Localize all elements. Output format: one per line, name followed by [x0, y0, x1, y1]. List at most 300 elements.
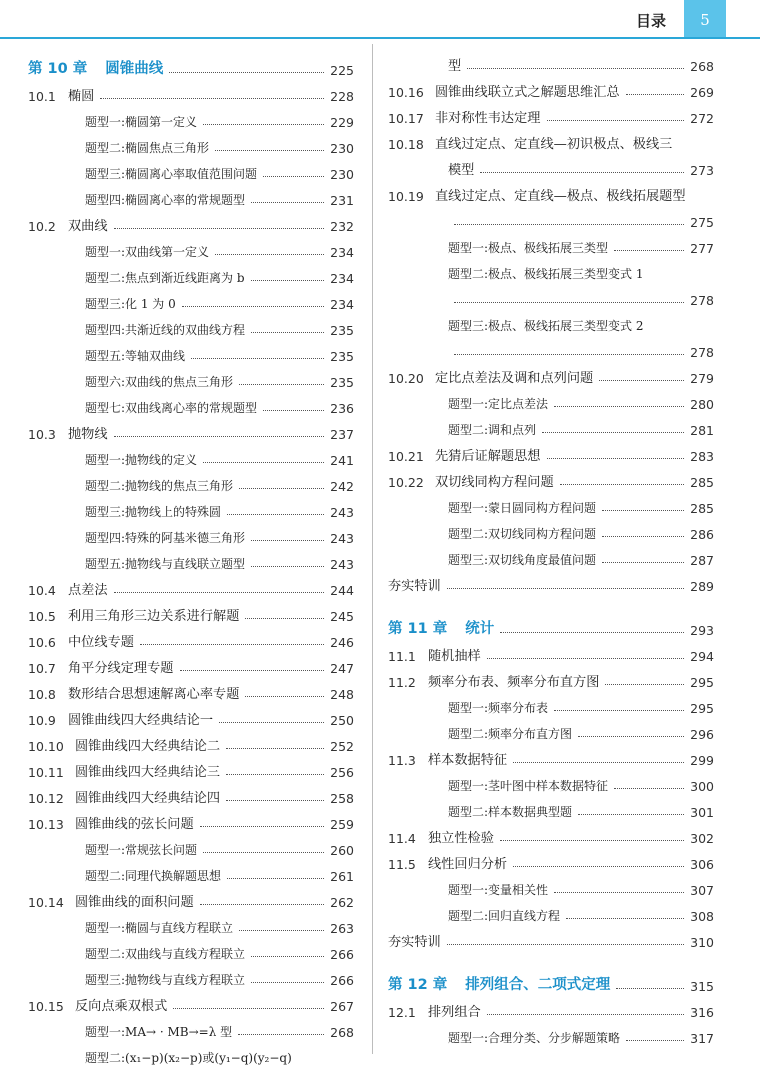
entry-title: 题型二:抛物线的焦点三角形: [85, 479, 234, 493]
entry-title: 题型一:定比点差法: [448, 397, 549, 411]
entry-title: 圆锥曲线四大经典结论四: [75, 791, 221, 806]
section-number: 11.2: [388, 675, 416, 690]
leader-dots: [251, 956, 324, 957]
toc-subentry[interactable]: [388, 542, 714, 568]
toc-subentry[interactable]: [28, 832, 354, 858]
leader-dots: [114, 436, 325, 437]
leader-dots: [602, 562, 684, 563]
leader-dots: [263, 176, 324, 177]
entry-title: 题型二:同理代换解题思想: [85, 869, 222, 883]
entry-page: 242: [330, 479, 354, 494]
toc-subentry[interactable]: [388, 490, 714, 516]
entry-page: 234: [330, 297, 354, 312]
leader-dots: [200, 904, 324, 905]
entry-page: 285: [690, 501, 714, 516]
leader-dots: [547, 120, 685, 121]
entry-page: 268: [690, 59, 714, 74]
entry-page: 295: [690, 701, 714, 716]
leader-dots: [191, 358, 324, 359]
entry-title: 题型三:抛物线与直线方程联立: [85, 973, 246, 987]
entry-page: 289: [690, 579, 714, 594]
entry-title: 线性回归分析: [428, 857, 508, 872]
toc-subentry[interactable]: [28, 260, 354, 286]
toc-subentry[interactable]: [28, 364, 354, 390]
section-number: 10.11: [28, 765, 64, 780]
entry-page: 281: [690, 423, 714, 438]
toc-subentry[interactable]: [28, 520, 354, 546]
toc-section-entry[interactable]: [28, 728, 354, 754]
entry-title: 利用三角形三边关系进行解题: [68, 609, 240, 624]
section-number: 10.16: [388, 85, 424, 100]
section-number: 10.15: [28, 999, 64, 1014]
toc-right-entries: [388, 48, 714, 594]
entry-page: 229: [330, 115, 354, 130]
entry-title: 独立性检验: [428, 831, 494, 846]
leader-dots: [239, 384, 324, 385]
leader-dots: [169, 72, 324, 73]
entry-title: 题型一:椭圆与直线方程联立: [85, 921, 234, 935]
entry-page: 268: [330, 1025, 354, 1040]
entry-page: 244: [330, 583, 354, 598]
toc-section-entry[interactable]: [28, 624, 354, 650]
leader-dots: [114, 228, 325, 229]
entry-title: 椭圆: [68, 89, 95, 104]
toc-entry-continuation[interactable]: [388, 334, 714, 360]
leader-dots: [263, 410, 324, 411]
entry-title: 题型四:特殊的阿基米德三角形: [85, 531, 246, 545]
entry-page: 299: [690, 753, 714, 768]
entry-page: 241: [330, 453, 354, 468]
entry-title: 题型一:极点、极线拓展三类型: [448, 241, 609, 255]
leader-dots: [180, 670, 325, 671]
toc-subentry[interactable]: [388, 690, 714, 716]
entry-title: 先猜后证解题思想: [435, 449, 541, 464]
entry-title: 题型二:焦点到渐近线距离为 b: [85, 271, 245, 285]
toc-subentry[interactable]: [388, 1020, 714, 1046]
entry-page: 317: [690, 1031, 714, 1046]
page-number-box: 5: [684, 0, 726, 38]
entry-title: 样本数据特征: [428, 753, 508, 768]
toc-subentry[interactable]: [388, 768, 714, 794]
chapter-11-heading[interactable]: [388, 608, 714, 638]
entry-page: 230: [330, 141, 354, 156]
entry-page: 246: [330, 635, 354, 650]
section-number: 10.4: [28, 583, 56, 598]
section-number: 11.1: [388, 649, 416, 664]
entry-page: 300: [690, 779, 714, 794]
leader-dots: [251, 202, 324, 203]
leader-dots: [547, 458, 685, 459]
toc-section-entry[interactable]: [388, 994, 714, 1020]
leader-dots: [251, 280, 325, 281]
entry-title: 题型三:化 1 为 0: [85, 297, 176, 311]
toc-subentry[interactable]: [28, 962, 354, 988]
entry-page: 316: [690, 1005, 714, 1020]
leader-dots: [140, 644, 324, 645]
entry-title: 题型三:抛物线上的特殊圆: [85, 505, 222, 519]
section-number: 10.8: [28, 687, 56, 702]
entry-title: 题型二:椭圆焦点三角形: [85, 141, 210, 155]
leader-dots: [227, 514, 324, 515]
toc-entry-continuation[interactable]: [388, 152, 714, 178]
page-header: [0, 0, 760, 40]
toc-subentry[interactable]: [388, 386, 714, 412]
toc-subentry[interactable]: [28, 104, 354, 130]
entry-page: 228: [330, 89, 354, 104]
section-number: 10.13: [28, 817, 64, 832]
toc-chapter-12-entries: [388, 994, 714, 1046]
leader-dots: [454, 302, 684, 303]
section-number: 11.5: [388, 857, 416, 872]
section-number: 10.21: [388, 449, 424, 464]
entry-title: 题型二:调和点列: [448, 423, 537, 437]
toc-left-column: [28, 48, 354, 1066]
entry-page: 263: [330, 921, 354, 936]
toc-subentry[interactable]: [388, 256, 714, 282]
toc-subentry[interactable]: [28, 286, 354, 312]
toc-subentry[interactable]: [28, 312, 354, 338]
section-number: 10.14: [28, 895, 64, 910]
section-number: 10.22: [388, 475, 424, 490]
entry-title: 点差法: [68, 583, 108, 598]
leader-dots: [238, 1034, 324, 1035]
chapter-page: 293: [690, 623, 714, 638]
entry-title: 排列组合: [428, 1005, 481, 1020]
leader-dots: [100, 98, 324, 99]
entry-page: 287: [690, 553, 714, 568]
section-number: 10.6: [28, 635, 56, 650]
entry-title: 模型: [448, 163, 475, 178]
leader-dots: [578, 736, 684, 737]
leader-dots: [226, 800, 324, 801]
entry-page: 279: [690, 371, 714, 386]
entry-title: 非对称性韦达定理: [435, 111, 541, 126]
toc-subentry[interactable]: [388, 898, 714, 924]
entry-page: 231: [330, 193, 354, 208]
chapter-10-heading[interactable]: [28, 48, 354, 78]
entry-page: 232: [330, 219, 354, 234]
leader-dots: [626, 1040, 684, 1041]
entry-page: 234: [330, 245, 354, 260]
leader-dots: [251, 332, 324, 333]
toc-left-entries: [28, 78, 354, 1066]
toc-section-entry[interactable]: [388, 74, 714, 100]
toc-subentry[interactable]: [28, 910, 354, 936]
leader-dots: [605, 684, 684, 685]
section-number: 10.2: [28, 219, 56, 234]
entry-title: 角平分线定理专题: [68, 661, 174, 676]
entry-title: 圆锥曲线的面积问题: [75, 895, 194, 910]
leader-dots: [487, 1014, 684, 1015]
entry-page: 235: [330, 375, 354, 390]
entry-page: 269: [690, 85, 714, 100]
toc-section-entry[interactable]: [28, 884, 354, 910]
leader-dots: [239, 930, 324, 931]
toc-section-entry[interactable]: [28, 416, 354, 442]
entry-page: 272: [690, 111, 714, 126]
toc-subentry[interactable]: [388, 794, 714, 820]
toc-section-entry[interactable]: [28, 780, 354, 806]
leader-dots: [203, 462, 324, 463]
entry-page: 278: [690, 293, 714, 308]
entry-title: 题型一:椭圆第一定义: [85, 115, 198, 129]
entry-page: 302: [690, 831, 714, 846]
toc-subentry[interactable]: [28, 442, 354, 468]
toc-subentry[interactable]: [28, 234, 354, 260]
toc-entry-continuation[interactable]: [388, 204, 714, 230]
leader-dots: [203, 852, 324, 853]
leader-dots: [182, 306, 324, 307]
leader-dots: [447, 944, 684, 945]
entry-title: 反向点乘双根式: [75, 999, 168, 1014]
chapter-number: 第 10 章: [28, 61, 88, 77]
leader-dots: [513, 866, 684, 867]
leader-dots: [454, 354, 684, 355]
entry-page: 266: [330, 947, 354, 962]
toc-section-entry[interactable]: [28, 78, 354, 104]
toc-section-entry[interactable]: [28, 572, 354, 598]
toc-section-entry[interactable]: [28, 702, 354, 728]
toc-subentry[interactable]: [28, 1014, 354, 1040]
toc-section-entry[interactable]: [388, 438, 714, 464]
leader-dots: [626, 94, 685, 95]
entry-title: 题型四:椭圆离心率的常规题型: [85, 193, 246, 207]
entry-title: 双切线同构方程问题: [435, 475, 554, 490]
entry-page: 248: [330, 687, 354, 702]
leader-dots: [454, 224, 684, 225]
toc-section-entry[interactable]: [388, 100, 714, 126]
leader-dots: [599, 380, 684, 381]
toc-section-entry[interactable]: [28, 988, 354, 1014]
leader-dots: [245, 696, 324, 697]
chapter-title: 圆锥曲线: [105, 61, 164, 77]
entry-title: 双曲线: [68, 219, 108, 234]
entry-title: 定比点差法及调和点列问题: [435, 371, 594, 386]
entry-title: 题型二:样本数据典型题: [448, 805, 573, 819]
section-number: 10.20: [388, 371, 424, 386]
toc-subentry[interactable]: [28, 858, 354, 884]
section-number: 10.7: [28, 661, 56, 676]
leader-dots: [203, 124, 324, 125]
entry-title: 题型三:双切线角度最值问题: [448, 553, 597, 567]
toc-entry-exercises[interactable]: [388, 568, 714, 594]
entry-title: 题型一:抛物线的定义: [85, 453, 198, 467]
entry-title: 随机抽样: [428, 649, 481, 664]
header-title: 目录: [635, 12, 666, 30]
entry-title: 题型一:常规弦长问题: [85, 843, 198, 857]
entry-page: 267: [330, 999, 354, 1014]
leader-dots: [251, 540, 324, 541]
toc-subentry[interactable]: [28, 182, 354, 208]
leader-dots: [215, 150, 324, 151]
leader-dots: [614, 250, 684, 251]
entry-title: 夯实特训: [388, 579, 441, 594]
entry-title: 频率分布表、频率分布直方图: [428, 675, 600, 690]
entry-title: 题型二:频率分布直方图: [448, 727, 573, 741]
toc-subentry[interactable]: [28, 936, 354, 962]
toc-subentry[interactable]: [28, 546, 354, 572]
entry-page: 306: [690, 857, 714, 872]
leader-dots: [447, 588, 684, 589]
leader-dots: [226, 748, 324, 749]
leader-dots: [480, 172, 684, 173]
entry-page: 243: [330, 557, 354, 572]
section-number: 10.17: [388, 111, 424, 126]
entry-page: 301: [690, 805, 714, 820]
toc-subentry[interactable]: [28, 468, 354, 494]
entry-title: 题型二:回归直线方程: [448, 909, 561, 923]
entry-page: 273: [690, 163, 714, 178]
entry-page: 250: [330, 713, 354, 728]
toc-subentry[interactable]: [388, 516, 714, 542]
entry-title: 圆锥曲线四大经典结论三: [75, 765, 221, 780]
toc-section-entry[interactable]: [28, 754, 354, 780]
leader-dots: [200, 826, 324, 827]
section-number: 10.12: [28, 791, 64, 806]
entry-page: 266: [330, 973, 354, 988]
leader-dots: [173, 1008, 324, 1009]
column-divider: [372, 44, 373, 1054]
entry-title: 题型二:双曲线与直线方程联立: [85, 947, 246, 961]
toc-subentry[interactable]: [28, 494, 354, 520]
entry-title: 题型四:共渐近线的双曲线方程: [85, 323, 246, 337]
toc-section-entry[interactable]: [28, 676, 354, 702]
chapter-page: 315: [690, 979, 714, 994]
entry-title: 题型二:(x₁−p)(x₂−p)或(y₁−q)(y₂−q): [85, 1051, 292, 1065]
entry-page: 278: [690, 345, 714, 360]
leader-dots: [219, 722, 324, 723]
section-number: 11.3: [388, 753, 416, 768]
toc-subentry[interactable]: [28, 156, 354, 182]
leader-dots: [487, 658, 684, 659]
section-number: 10.1: [28, 89, 56, 104]
leader-dots: [554, 406, 684, 407]
toc-section-entry[interactable]: [388, 742, 714, 768]
toc-section-entry[interactable]: [388, 178, 714, 204]
entry-title: 题型六:双曲线的焦点三角形: [85, 375, 234, 389]
toc-section-entry[interactable]: [388, 126, 714, 152]
entry-title: 题型二:双切线同构方程问题: [448, 527, 597, 541]
entry-page: 243: [330, 531, 354, 546]
entry-title: 题型一:蒙日圆同构方程问题: [448, 501, 597, 515]
entry-page: 259: [330, 817, 354, 832]
toc-section-entry[interactable]: [388, 360, 714, 386]
leader-dots: [602, 510, 684, 511]
leader-dots: [251, 566, 324, 567]
toc-subentry[interactable]: [388, 412, 714, 438]
entry-title: 题型一:合理分类、分步解题策略: [448, 1031, 621, 1045]
entry-page: 310: [690, 935, 714, 950]
entry-page: 307: [690, 883, 714, 898]
entry-page: 275: [690, 215, 714, 230]
leader-dots: [239, 488, 324, 489]
toc-entry-continuation[interactable]: [388, 48, 714, 74]
toc-section-entry[interactable]: [388, 846, 714, 872]
section-number: 12.1: [388, 1005, 416, 1020]
entry-page: 243: [330, 505, 354, 520]
chapter-title: 统计: [465, 621, 495, 637]
section-number: 10.5: [28, 609, 56, 624]
entry-title: 圆锥曲线四大经典结论二: [75, 739, 221, 754]
entry-title: 圆锥曲线的弦长问题: [75, 817, 194, 832]
leader-dots: [500, 840, 684, 841]
entry-page: 261: [330, 869, 354, 884]
entry-page: 286: [690, 527, 714, 542]
toc-subentry[interactable]: [388, 872, 714, 898]
entry-page: 283: [690, 449, 714, 464]
leader-dots: [578, 814, 684, 815]
leader-dots: [542, 432, 684, 433]
chapter-page: 225: [330, 63, 354, 78]
toc-section-entry[interactable]: [28, 806, 354, 832]
toc-subentry[interactable]: [388, 716, 714, 742]
toc-section-entry[interactable]: [388, 820, 714, 846]
leader-dots: [467, 68, 684, 69]
entry-page: 295: [690, 675, 714, 690]
entry-page: 235: [330, 323, 354, 338]
entry-title: 抛物线: [68, 427, 108, 442]
entry-title: 题型一:变量相关性: [448, 883, 549, 897]
entry-title: 中位线专题: [68, 635, 134, 650]
toc-section-entry[interactable]: [388, 664, 714, 690]
toc-subentry[interactable]: [28, 130, 354, 156]
toc-entry-exercises[interactable]: [388, 924, 714, 950]
toc-chapter-11-entries: [388, 638, 714, 950]
leader-dots: [245, 618, 324, 619]
entry-page: 247: [330, 661, 354, 676]
chapter-12-heading[interactable]: [388, 964, 714, 994]
entry-page: 277: [690, 241, 714, 256]
section-number: 10.19: [388, 189, 424, 204]
leader-dots: [215, 254, 324, 255]
entry-page: 236: [330, 401, 354, 416]
entry-page: 294: [690, 649, 714, 664]
entry-page: 237: [330, 427, 354, 442]
entry-page: 262: [330, 895, 354, 910]
toc-section-entry[interactable]: [388, 638, 714, 664]
entry-title: 圆锥曲线四大经典结论一: [68, 713, 214, 728]
leader-dots: [114, 592, 325, 593]
toc-section-entry[interactable]: [388, 464, 714, 490]
toc-subentry[interactable]: [28, 1040, 354, 1066]
entry-title: 型: [448, 59, 462, 74]
entry-page: 296: [690, 727, 714, 742]
entry-title: 题型五:等轴双曲线: [85, 349, 186, 363]
leader-dots: [513, 762, 684, 763]
entry-title: 题型五:抛物线与直线联立题型: [85, 557, 246, 571]
toc-subentry[interactable]: [28, 338, 354, 364]
leader-dots: [226, 774, 324, 775]
entry-title: 直线过定点、定直线—初识极点、极线三: [435, 137, 673, 152]
leader-dots: [616, 988, 684, 989]
entry-title: 直线过定点、定直线—极点、极线拓展题型: [435, 189, 686, 204]
toc-subentry[interactable]: [388, 230, 714, 256]
toc-section-entry[interactable]: [28, 208, 354, 234]
toc-entry-continuation[interactable]: [388, 282, 714, 308]
entry-page: 258: [330, 791, 354, 806]
section-number: 10.3: [28, 427, 56, 442]
entry-title: 题型一:频率分布表: [448, 701, 549, 715]
leader-dots: [602, 536, 684, 537]
toc-section-entry[interactable]: [28, 650, 354, 676]
leader-dots: [554, 710, 684, 711]
entry-page: 235: [330, 349, 354, 364]
toc-section-entry[interactable]: [28, 598, 354, 624]
toc-subentry[interactable]: [388, 308, 714, 334]
entry-page: 260: [330, 843, 354, 858]
entry-title: 题型二:极点、极线拓展三类型变式 1: [448, 267, 644, 281]
toc-subentry[interactable]: [28, 390, 354, 416]
